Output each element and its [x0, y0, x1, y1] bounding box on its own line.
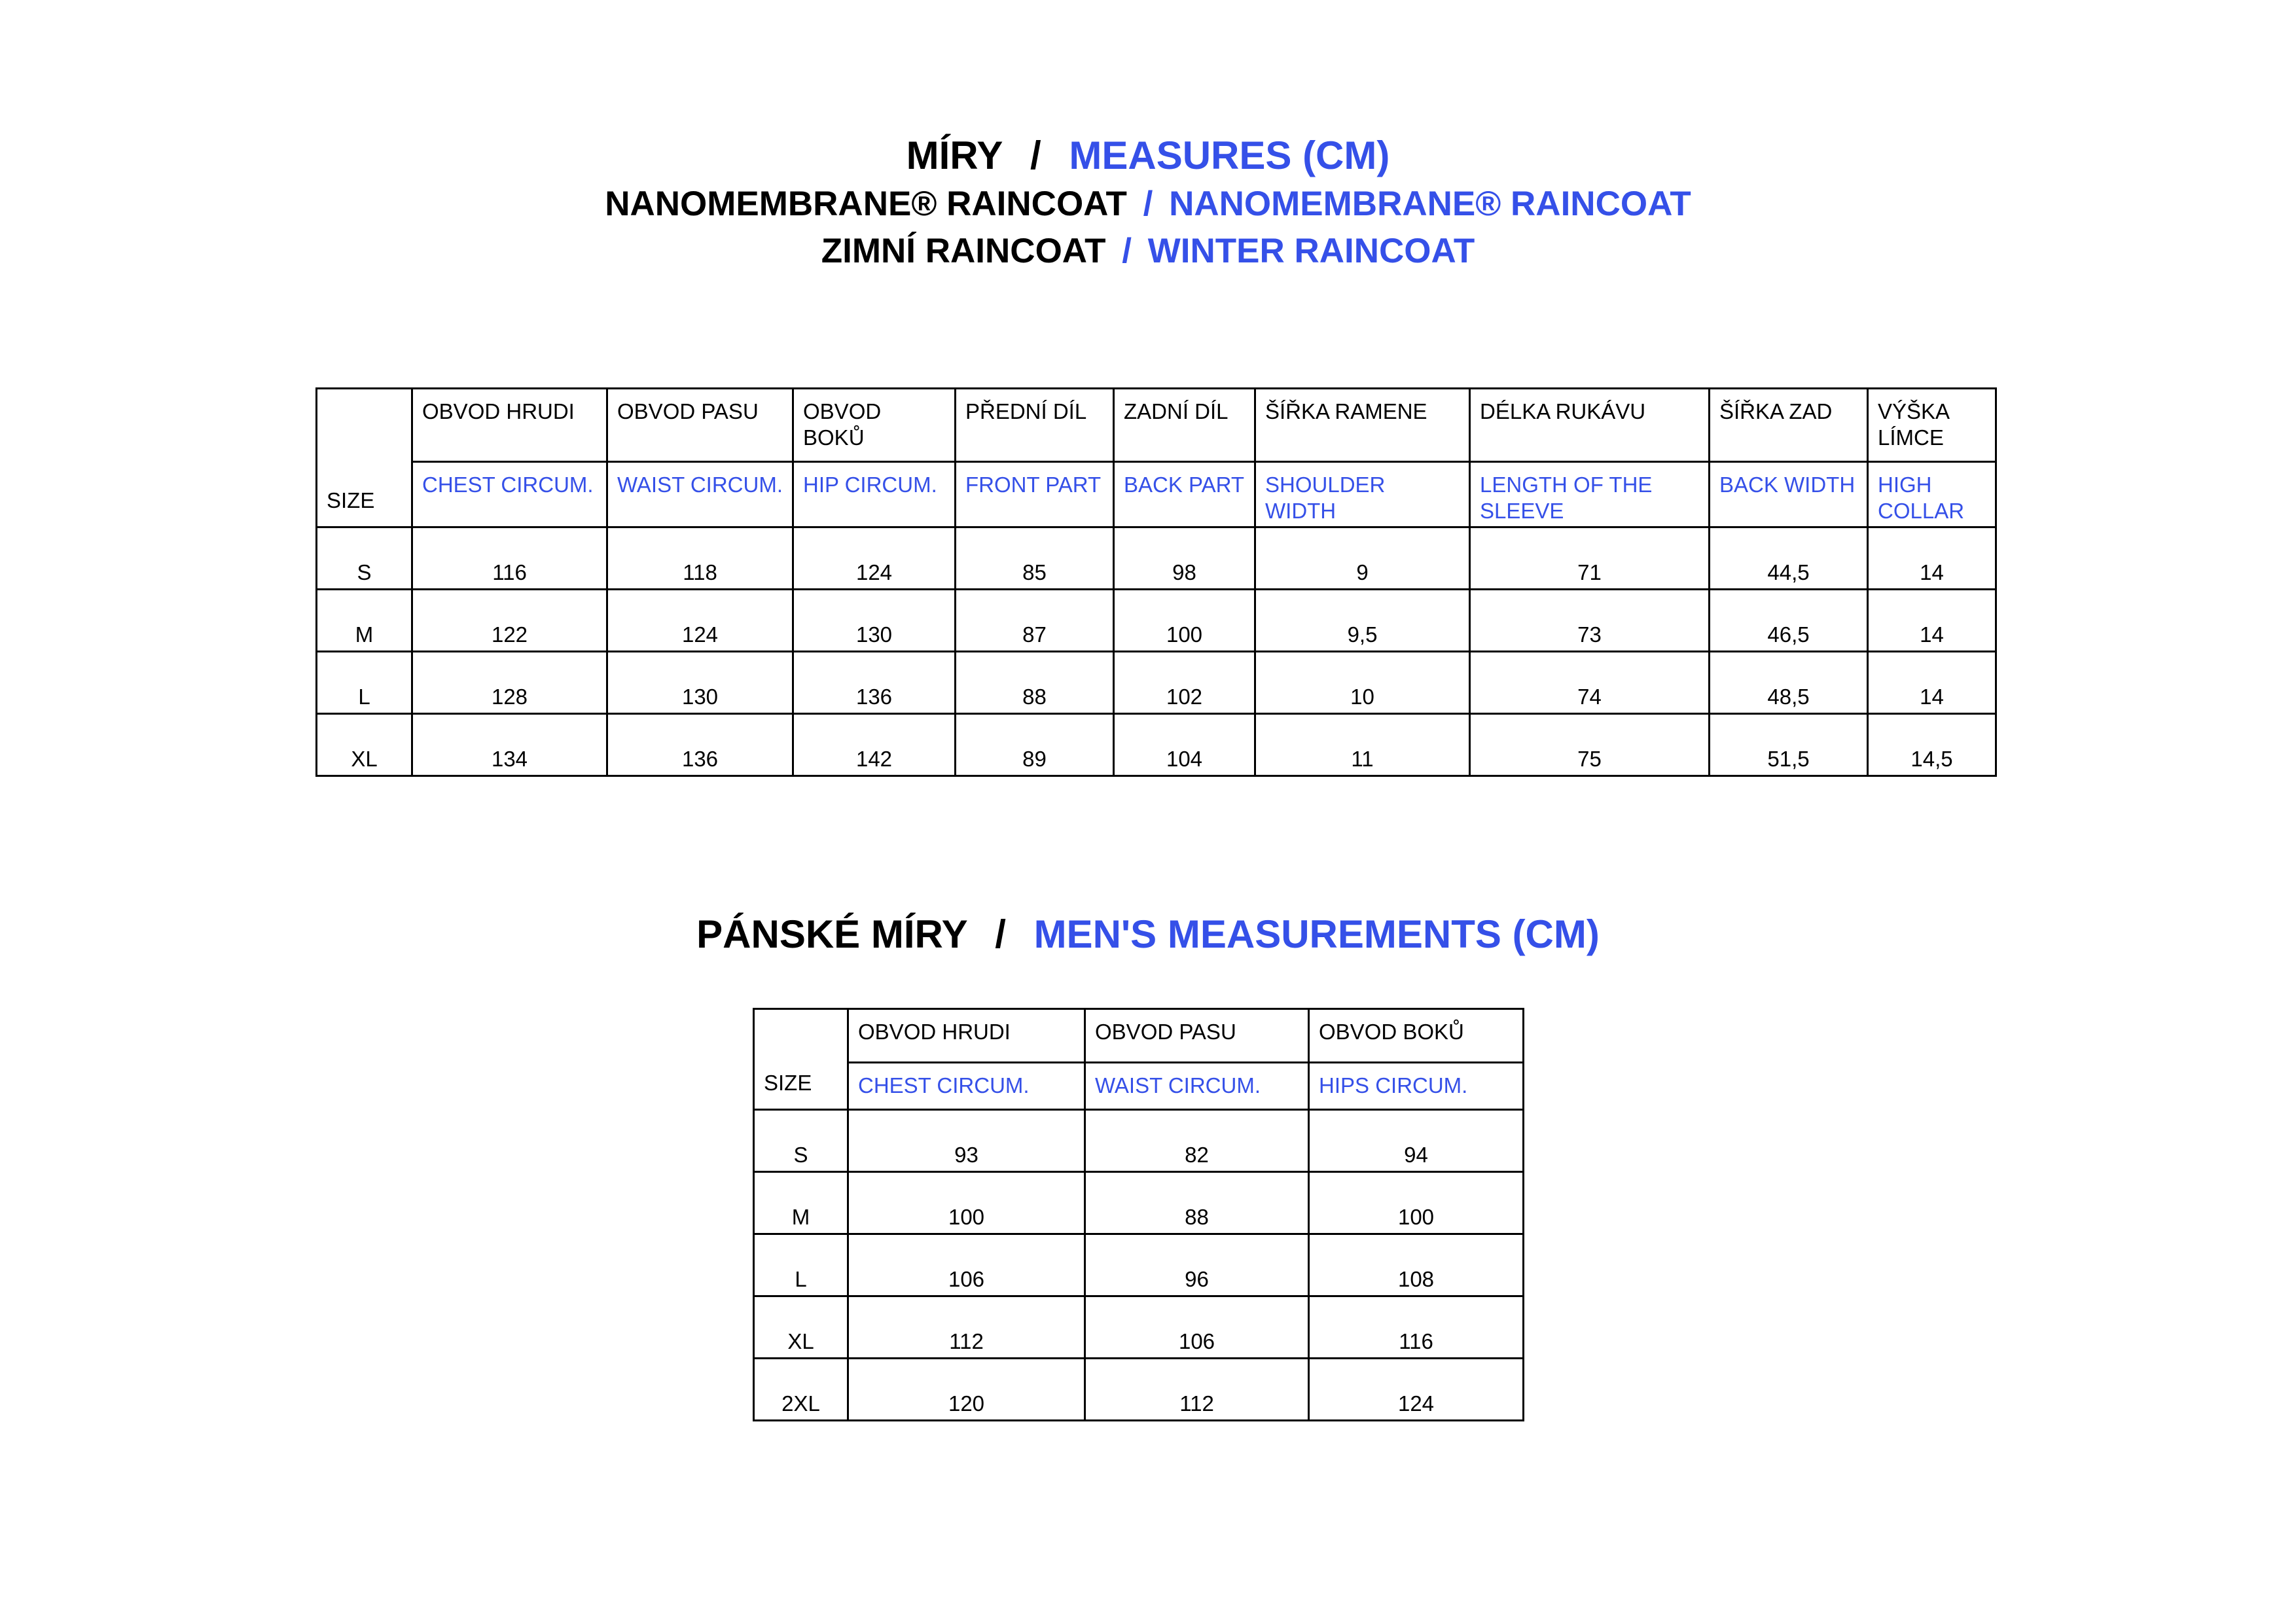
- value-cell: 124: [793, 527, 956, 590]
- table-row: [317, 527, 1996, 590]
- size-cell: S: [317, 527, 412, 590]
- size-header: SIZE: [317, 389, 412, 527]
- value-cell: 100: [1114, 590, 1255, 652]
- value-cell: 100: [848, 1172, 1085, 1234]
- size-cell: M: [317, 590, 412, 652]
- header-row-en: [754, 1063, 1524, 1110]
- header-row-en: [317, 462, 1996, 527]
- size-header: SIZE: [754, 1009, 848, 1110]
- value-cell: 108: [1309, 1234, 1524, 1296]
- column-header-en: WAIST CIRCUM.: [1085, 1063, 1309, 1110]
- column-header-cz: OBVOD PASU: [1085, 1009, 1309, 1063]
- subtitle-product: [0, 183, 2296, 225]
- column-header-cz: ŠÍŘKA RAMENE: [1255, 389, 1470, 462]
- value-cell: 88: [956, 652, 1114, 714]
- table-row: [317, 714, 1996, 776]
- size-cell: L: [317, 652, 412, 714]
- subtitle-product-en: NANOMEMBRANE® RAINCOAT: [1169, 185, 1691, 223]
- column-header-cz: OBVOD HRUDI: [412, 389, 607, 462]
- value-cell: 130: [793, 590, 956, 652]
- men-title-separator: /: [995, 912, 1006, 956]
- size-cell: L: [754, 1234, 848, 1296]
- value-cell: 44,5: [1710, 527, 1868, 590]
- column-header-cz: OBVOD HRUDI: [848, 1009, 1085, 1063]
- table-row: [754, 1172, 1524, 1234]
- title-separator: /: [1030, 134, 1041, 177]
- title-en: MEASURES (CM): [1069, 134, 1390, 177]
- value-cell: 14: [1868, 652, 1996, 714]
- header-row-cz: [754, 1009, 1524, 1063]
- value-cell: 128: [412, 652, 607, 714]
- value-cell: 94: [1309, 1110, 1524, 1172]
- value-cell: 142: [793, 714, 956, 776]
- subtitle-winter: [0, 230, 2296, 272]
- value-cell: 136: [793, 652, 956, 714]
- value-cell: 112: [1085, 1359, 1309, 1421]
- value-cell: 14: [1868, 527, 1996, 590]
- value-cell: 46,5: [1710, 590, 1868, 652]
- value-cell: 96: [1085, 1234, 1309, 1296]
- column-header-en: WAIST CIRCUM.: [607, 462, 793, 527]
- column-header-cz: DÉLKA RUKÁVU: [1470, 389, 1710, 462]
- size-cell: 2XL: [754, 1359, 848, 1421]
- value-cell: 102: [1114, 652, 1255, 714]
- men-measures-table: [753, 1008, 1524, 1421]
- value-cell: 98: [1114, 527, 1255, 590]
- column-header-cz: OBVOD BOKŮ: [793, 389, 956, 462]
- men-title-en: MEN'S MEASUREMENTS (CM): [1033, 912, 1600, 956]
- column-header-en: CHEST CIRCUM.: [412, 462, 607, 527]
- subtitle-winter-cz: ZIMNÍ RAINCOAT: [821, 232, 1106, 270]
- table-row: [317, 652, 1996, 714]
- column-header-en: BACK WIDTH: [1710, 462, 1868, 527]
- column-header-en: HIP CIRCUM.: [793, 462, 956, 527]
- column-header-cz: OBVOD PASU: [607, 389, 793, 462]
- value-cell: 136: [607, 714, 793, 776]
- subtitle-product-separator: /: [1143, 185, 1153, 223]
- column-header-en: CHEST CIRCUM.: [848, 1063, 1085, 1110]
- column-header-en: SHOULDER WIDTH: [1255, 462, 1470, 527]
- size-cell: XL: [754, 1296, 848, 1359]
- value-cell: 75: [1470, 714, 1710, 776]
- column-header-cz: ZADNÍ DÍL: [1114, 389, 1255, 462]
- main-title: [0, 132, 2296, 179]
- subtitle-product-cz: NANOMEMBRANE® RAINCOAT: [605, 185, 1127, 223]
- value-cell: 14,5: [1868, 714, 1996, 776]
- value-cell: 93: [848, 1110, 1085, 1172]
- value-cell: 9,5: [1255, 590, 1470, 652]
- table-row: [754, 1359, 1524, 1421]
- size-cell: M: [754, 1172, 848, 1234]
- column-header-en: HIGH COLLAR: [1868, 462, 1996, 527]
- value-cell: 85: [956, 527, 1114, 590]
- column-header-cz: PŘEDNÍ DÍL: [956, 389, 1114, 462]
- value-cell: 87: [956, 590, 1114, 652]
- column-header-en: LENGTH OF THE SLEEVE: [1470, 462, 1710, 527]
- value-cell: 124: [607, 590, 793, 652]
- column-header-en: HIPS CIRCUM.: [1309, 1063, 1524, 1110]
- value-cell: 106: [1085, 1296, 1309, 1359]
- value-cell: 116: [412, 527, 607, 590]
- value-cell: 116: [1309, 1296, 1524, 1359]
- table-row: [754, 1296, 1524, 1359]
- table-row: [754, 1110, 1524, 1172]
- value-cell: 73: [1470, 590, 1710, 652]
- value-cell: 74: [1470, 652, 1710, 714]
- value-cell: 89: [956, 714, 1114, 776]
- column-header-en: FRONT PART: [956, 462, 1114, 527]
- value-cell: 106: [848, 1234, 1085, 1296]
- value-cell: 112: [848, 1296, 1085, 1359]
- table-row: [754, 1234, 1524, 1296]
- size-cell: XL: [317, 714, 412, 776]
- title-cz: MÍRY: [906, 134, 1003, 177]
- value-cell: 51,5: [1710, 714, 1868, 776]
- value-cell: 71: [1470, 527, 1710, 590]
- column-header-cz: OBVOD BOKŮ: [1309, 1009, 1524, 1063]
- value-cell: 48,5: [1710, 652, 1868, 714]
- value-cell: 124: [1309, 1359, 1524, 1421]
- column-header-en: BACK PART: [1114, 462, 1255, 527]
- value-cell: 134: [412, 714, 607, 776]
- size-cell: S: [754, 1110, 848, 1172]
- value-cell: 122: [412, 590, 607, 652]
- value-cell: 100: [1309, 1172, 1524, 1234]
- men-title-cz: PÁNSKÉ MÍRY: [696, 912, 967, 956]
- value-cell: 82: [1085, 1110, 1309, 1172]
- value-cell: 11: [1255, 714, 1470, 776]
- men-section-title: [0, 911, 2296, 958]
- subtitle-winter-separator: /: [1122, 232, 1132, 270]
- value-cell: 118: [607, 527, 793, 590]
- column-header-cz: VÝŠKA LÍMCE: [1868, 389, 1996, 462]
- header-row-cz: [317, 389, 1996, 462]
- subtitle-winter-en: WINTER RAINCOAT: [1147, 232, 1475, 270]
- value-cell: 14: [1868, 590, 1996, 652]
- value-cell: 130: [607, 652, 793, 714]
- table-row: [317, 590, 1996, 652]
- value-cell: 88: [1085, 1172, 1309, 1234]
- measures-table: [315, 387, 1997, 777]
- value-cell: 120: [848, 1359, 1085, 1421]
- value-cell: 10: [1255, 652, 1470, 714]
- value-cell: 104: [1114, 714, 1255, 776]
- column-header-cz: ŠÍŘKA ZAD: [1710, 389, 1868, 462]
- value-cell: 9: [1255, 527, 1470, 590]
